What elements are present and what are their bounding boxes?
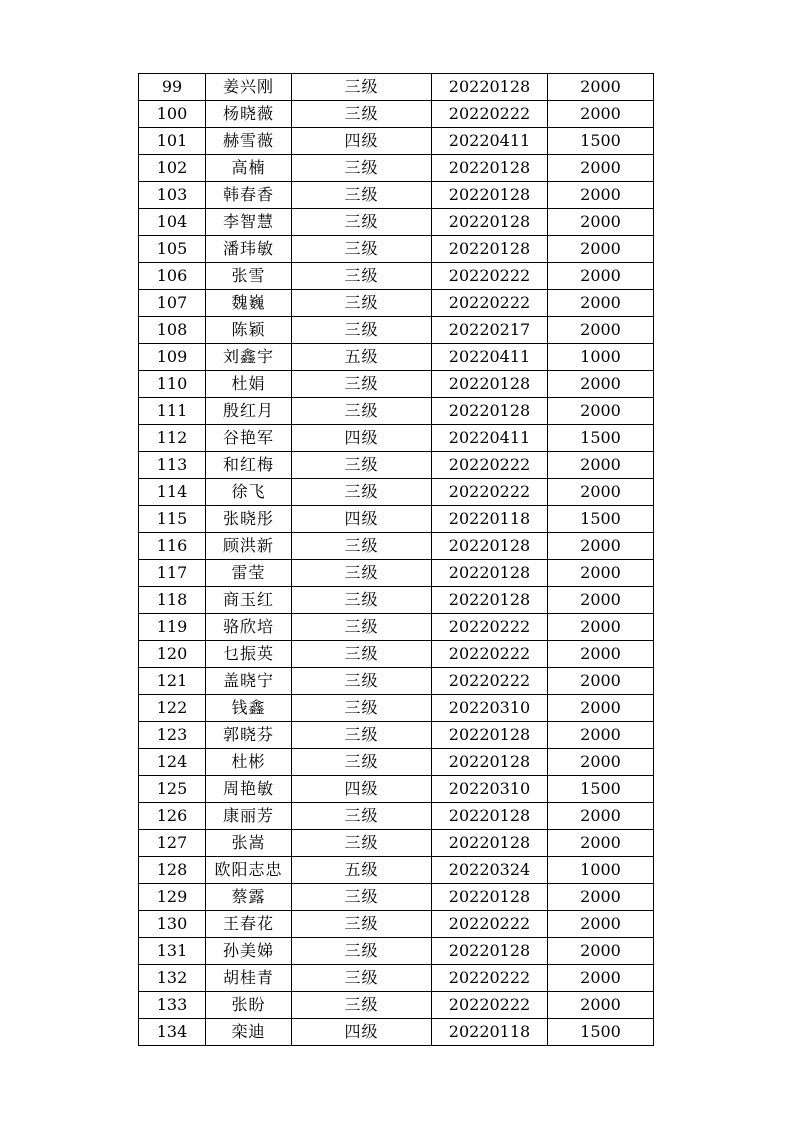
date-cell: 20220128 bbox=[432, 884, 548, 911]
amount-cell: 2000 bbox=[548, 884, 654, 911]
row-number-cell: 128 bbox=[139, 857, 206, 884]
level-cell: 三级 bbox=[292, 371, 432, 398]
date-cell: 20220128 bbox=[432, 587, 548, 614]
table-row bbox=[139, 290, 654, 317]
amount-cell: 2000 bbox=[548, 749, 654, 776]
table-row bbox=[139, 938, 654, 965]
level-cell: 三级 bbox=[292, 290, 432, 317]
table-row bbox=[139, 587, 654, 614]
date-cell: 20220128 bbox=[432, 938, 548, 965]
level-cell: 三级 bbox=[292, 209, 432, 236]
amount-cell: 2000 bbox=[548, 533, 654, 560]
amount-cell: 2000 bbox=[548, 209, 654, 236]
name-cell: 刘鑫宇 bbox=[206, 344, 292, 371]
table-row bbox=[139, 398, 654, 425]
level-cell: 三级 bbox=[292, 587, 432, 614]
amount-cell: 1000 bbox=[548, 857, 654, 884]
date-cell: 20220411 bbox=[432, 128, 548, 155]
table-row bbox=[139, 641, 654, 668]
level-cell: 三级 bbox=[292, 911, 432, 938]
amount-cell: 2000 bbox=[548, 992, 654, 1019]
date-cell: 20220128 bbox=[432, 398, 548, 425]
table-row bbox=[139, 992, 654, 1019]
level-cell: 五级 bbox=[292, 857, 432, 884]
date-cell: 20220222 bbox=[432, 290, 548, 317]
level-cell: 三级 bbox=[292, 101, 432, 128]
table-row bbox=[139, 749, 654, 776]
row-number-cell: 113 bbox=[139, 452, 206, 479]
table-row bbox=[139, 128, 654, 155]
table-row bbox=[139, 479, 654, 506]
data-table bbox=[138, 73, 654, 1046]
date-cell: 20220222 bbox=[432, 452, 548, 479]
name-cell: 杨晓薇 bbox=[206, 101, 292, 128]
table-row bbox=[139, 452, 654, 479]
amount-cell: 2000 bbox=[548, 560, 654, 587]
row-number-cell: 129 bbox=[139, 884, 206, 911]
amount-cell: 1500 bbox=[548, 128, 654, 155]
name-cell: 雷莹 bbox=[206, 560, 292, 587]
row-number-cell: 122 bbox=[139, 695, 206, 722]
table-body bbox=[139, 74, 654, 1046]
row-number-cell: 106 bbox=[139, 263, 206, 290]
row-number-cell: 115 bbox=[139, 506, 206, 533]
name-cell: 张盼 bbox=[206, 992, 292, 1019]
table-row bbox=[139, 560, 654, 587]
level-cell: 三级 bbox=[292, 749, 432, 776]
row-number-cell: 119 bbox=[139, 614, 206, 641]
level-cell: 三级 bbox=[292, 533, 432, 560]
level-cell: 三级 bbox=[292, 317, 432, 344]
name-cell: 盖晓宁 bbox=[206, 668, 292, 695]
date-cell: 20220128 bbox=[432, 182, 548, 209]
row-number-cell: 127 bbox=[139, 830, 206, 857]
level-cell: 三级 bbox=[292, 938, 432, 965]
row-number-cell: 131 bbox=[139, 938, 206, 965]
name-cell: 欧阳志忠 bbox=[206, 857, 292, 884]
row-number-cell: 105 bbox=[139, 236, 206, 263]
table-row bbox=[139, 533, 654, 560]
name-cell: 郭晓芬 bbox=[206, 722, 292, 749]
date-cell: 20220128 bbox=[432, 749, 548, 776]
amount-cell: 2000 bbox=[548, 290, 654, 317]
amount-cell: 2000 bbox=[548, 371, 654, 398]
level-cell: 三级 bbox=[292, 479, 432, 506]
amount-cell: 2000 bbox=[548, 398, 654, 425]
date-cell: 20220128 bbox=[432, 74, 548, 101]
table-row bbox=[139, 830, 654, 857]
table-row bbox=[139, 722, 654, 749]
row-number-cell: 107 bbox=[139, 290, 206, 317]
amount-cell: 1000 bbox=[548, 344, 654, 371]
table-row bbox=[139, 425, 654, 452]
table-row bbox=[139, 209, 654, 236]
row-number-cell: 114 bbox=[139, 479, 206, 506]
table-row bbox=[139, 776, 654, 803]
table-row bbox=[139, 614, 654, 641]
name-cell: 孙美娣 bbox=[206, 938, 292, 965]
date-cell: 20220222 bbox=[432, 263, 548, 290]
table-row bbox=[139, 155, 654, 182]
date-cell: 20220222 bbox=[432, 614, 548, 641]
table-row bbox=[139, 884, 654, 911]
name-cell: 乜振英 bbox=[206, 641, 292, 668]
date-cell: 20220222 bbox=[432, 479, 548, 506]
amount-cell: 2000 bbox=[548, 182, 654, 209]
date-cell: 20220128 bbox=[432, 533, 548, 560]
date-cell: 20220118 bbox=[432, 506, 548, 533]
name-cell: 姜兴刚 bbox=[206, 74, 292, 101]
date-cell: 20220324 bbox=[432, 857, 548, 884]
level-cell: 三级 bbox=[292, 398, 432, 425]
row-number-cell: 101 bbox=[139, 128, 206, 155]
table-row bbox=[139, 506, 654, 533]
amount-cell: 2000 bbox=[548, 74, 654, 101]
level-cell: 三级 bbox=[292, 830, 432, 857]
date-cell: 20220128 bbox=[432, 236, 548, 263]
row-number-cell: 126 bbox=[139, 803, 206, 830]
name-cell: 魏巍 bbox=[206, 290, 292, 317]
amount-cell: 2000 bbox=[548, 938, 654, 965]
date-cell: 20220222 bbox=[432, 101, 548, 128]
date-cell: 20220411 bbox=[432, 425, 548, 452]
level-cell: 三级 bbox=[292, 236, 432, 263]
row-number-cell: 102 bbox=[139, 155, 206, 182]
table-row bbox=[139, 911, 654, 938]
name-cell: 商玉红 bbox=[206, 587, 292, 614]
row-number-cell: 112 bbox=[139, 425, 206, 452]
date-cell: 20220118 bbox=[432, 1019, 548, 1046]
name-cell: 陈颖 bbox=[206, 317, 292, 344]
row-number-cell: 99 bbox=[139, 74, 206, 101]
amount-cell: 2000 bbox=[548, 614, 654, 641]
name-cell: 张嵩 bbox=[206, 830, 292, 857]
table-row bbox=[139, 857, 654, 884]
name-cell: 栾迪 bbox=[206, 1019, 292, 1046]
date-cell: 20220128 bbox=[432, 830, 548, 857]
row-number-cell: 120 bbox=[139, 641, 206, 668]
name-cell: 蔡露 bbox=[206, 884, 292, 911]
level-cell: 三级 bbox=[292, 560, 432, 587]
level-cell: 三级 bbox=[292, 263, 432, 290]
table-row bbox=[139, 101, 654, 128]
name-cell: 高楠 bbox=[206, 155, 292, 182]
row-number-cell: 109 bbox=[139, 344, 206, 371]
level-cell: 三级 bbox=[292, 74, 432, 101]
amount-cell: 2000 bbox=[548, 668, 654, 695]
name-cell: 胡桂青 bbox=[206, 965, 292, 992]
row-number-cell: 124 bbox=[139, 749, 206, 776]
level-cell: 四级 bbox=[292, 128, 432, 155]
table-row bbox=[139, 236, 654, 263]
name-cell: 谷艳军 bbox=[206, 425, 292, 452]
table-row bbox=[139, 344, 654, 371]
row-number-cell: 133 bbox=[139, 992, 206, 1019]
amount-cell: 1500 bbox=[548, 1019, 654, 1046]
row-number-cell: 132 bbox=[139, 965, 206, 992]
table-row bbox=[139, 803, 654, 830]
row-number-cell: 125 bbox=[139, 776, 206, 803]
amount-cell: 2000 bbox=[548, 722, 654, 749]
row-number-cell: 117 bbox=[139, 560, 206, 587]
date-cell: 20220222 bbox=[432, 965, 548, 992]
name-cell: 韩春香 bbox=[206, 182, 292, 209]
row-number-cell: 123 bbox=[139, 722, 206, 749]
table-row bbox=[139, 1019, 654, 1046]
name-cell: 周艳敏 bbox=[206, 776, 292, 803]
amount-cell: 2000 bbox=[548, 263, 654, 290]
amount-cell: 2000 bbox=[548, 830, 654, 857]
level-cell: 四级 bbox=[292, 425, 432, 452]
row-number-cell: 108 bbox=[139, 317, 206, 344]
level-cell: 三级 bbox=[292, 884, 432, 911]
date-cell: 20220310 bbox=[432, 695, 548, 722]
name-cell: 李智慧 bbox=[206, 209, 292, 236]
name-cell: 张雪 bbox=[206, 263, 292, 290]
date-cell: 20220128 bbox=[432, 209, 548, 236]
amount-cell: 2000 bbox=[548, 155, 654, 182]
amount-cell: 1500 bbox=[548, 506, 654, 533]
date-cell: 20220222 bbox=[432, 641, 548, 668]
row-number-cell: 110 bbox=[139, 371, 206, 398]
level-cell: 三级 bbox=[292, 965, 432, 992]
row-number-cell: 118 bbox=[139, 587, 206, 614]
amount-cell: 2000 bbox=[548, 317, 654, 344]
row-number-cell: 116 bbox=[139, 533, 206, 560]
amount-cell: 2000 bbox=[548, 641, 654, 668]
name-cell: 杜彬 bbox=[206, 749, 292, 776]
date-cell: 20220222 bbox=[432, 992, 548, 1019]
name-cell: 骆欣培 bbox=[206, 614, 292, 641]
name-cell: 和红梅 bbox=[206, 452, 292, 479]
level-cell: 三级 bbox=[292, 155, 432, 182]
level-cell: 四级 bbox=[292, 1019, 432, 1046]
date-cell: 20220217 bbox=[432, 317, 548, 344]
amount-cell: 2000 bbox=[548, 236, 654, 263]
name-cell: 杜娟 bbox=[206, 371, 292, 398]
table-row bbox=[139, 74, 654, 101]
row-number-cell: 104 bbox=[139, 209, 206, 236]
level-cell: 三级 bbox=[292, 695, 432, 722]
amount-cell: 1500 bbox=[548, 776, 654, 803]
level-cell: 三级 bbox=[292, 614, 432, 641]
amount-cell: 2000 bbox=[548, 911, 654, 938]
table-row bbox=[139, 317, 654, 344]
table-row bbox=[139, 668, 654, 695]
table-row bbox=[139, 263, 654, 290]
date-cell: 20220128 bbox=[432, 155, 548, 182]
name-cell: 康丽芳 bbox=[206, 803, 292, 830]
date-cell: 20220411 bbox=[432, 344, 548, 371]
row-number-cell: 100 bbox=[139, 101, 206, 128]
level-cell: 三级 bbox=[292, 992, 432, 1019]
date-cell: 20220128 bbox=[432, 722, 548, 749]
name-cell: 顾洪新 bbox=[206, 533, 292, 560]
amount-cell: 2000 bbox=[548, 587, 654, 614]
name-cell: 潘玮敏 bbox=[206, 236, 292, 263]
date-cell: 20220310 bbox=[432, 776, 548, 803]
amount-cell: 2000 bbox=[548, 479, 654, 506]
level-cell: 三级 bbox=[292, 641, 432, 668]
name-cell: 殷红月 bbox=[206, 398, 292, 425]
amount-cell: 2000 bbox=[548, 101, 654, 128]
level-cell: 三级 bbox=[292, 452, 432, 479]
row-number-cell: 134 bbox=[139, 1019, 206, 1046]
name-cell: 钱鑫 bbox=[206, 695, 292, 722]
row-number-cell: 130 bbox=[139, 911, 206, 938]
level-cell: 三级 bbox=[292, 803, 432, 830]
date-cell: 20220128 bbox=[432, 371, 548, 398]
amount-cell: 2000 bbox=[548, 965, 654, 992]
level-cell: 四级 bbox=[292, 506, 432, 533]
table-row bbox=[139, 965, 654, 992]
table-row bbox=[139, 371, 654, 398]
name-cell: 徐飞 bbox=[206, 479, 292, 506]
row-number-cell: 121 bbox=[139, 668, 206, 695]
amount-cell: 2000 bbox=[548, 452, 654, 479]
level-cell: 五级 bbox=[292, 344, 432, 371]
row-number-cell: 111 bbox=[139, 398, 206, 425]
level-cell: 三级 bbox=[292, 668, 432, 695]
date-cell: 20220222 bbox=[432, 668, 548, 695]
date-cell: 20220222 bbox=[432, 911, 548, 938]
amount-cell: 2000 bbox=[548, 803, 654, 830]
row-number-cell: 103 bbox=[139, 182, 206, 209]
date-cell: 20220128 bbox=[432, 803, 548, 830]
level-cell: 三级 bbox=[292, 722, 432, 749]
level-cell: 四级 bbox=[292, 776, 432, 803]
level-cell: 三级 bbox=[292, 182, 432, 209]
table-row bbox=[139, 695, 654, 722]
date-cell: 20220128 bbox=[432, 560, 548, 587]
name-cell: 王春花 bbox=[206, 911, 292, 938]
name-cell: 赫雪薇 bbox=[206, 128, 292, 155]
amount-cell: 2000 bbox=[548, 695, 654, 722]
table-row bbox=[139, 182, 654, 209]
name-cell: 张晓彤 bbox=[206, 506, 292, 533]
amount-cell: 1500 bbox=[548, 425, 654, 452]
